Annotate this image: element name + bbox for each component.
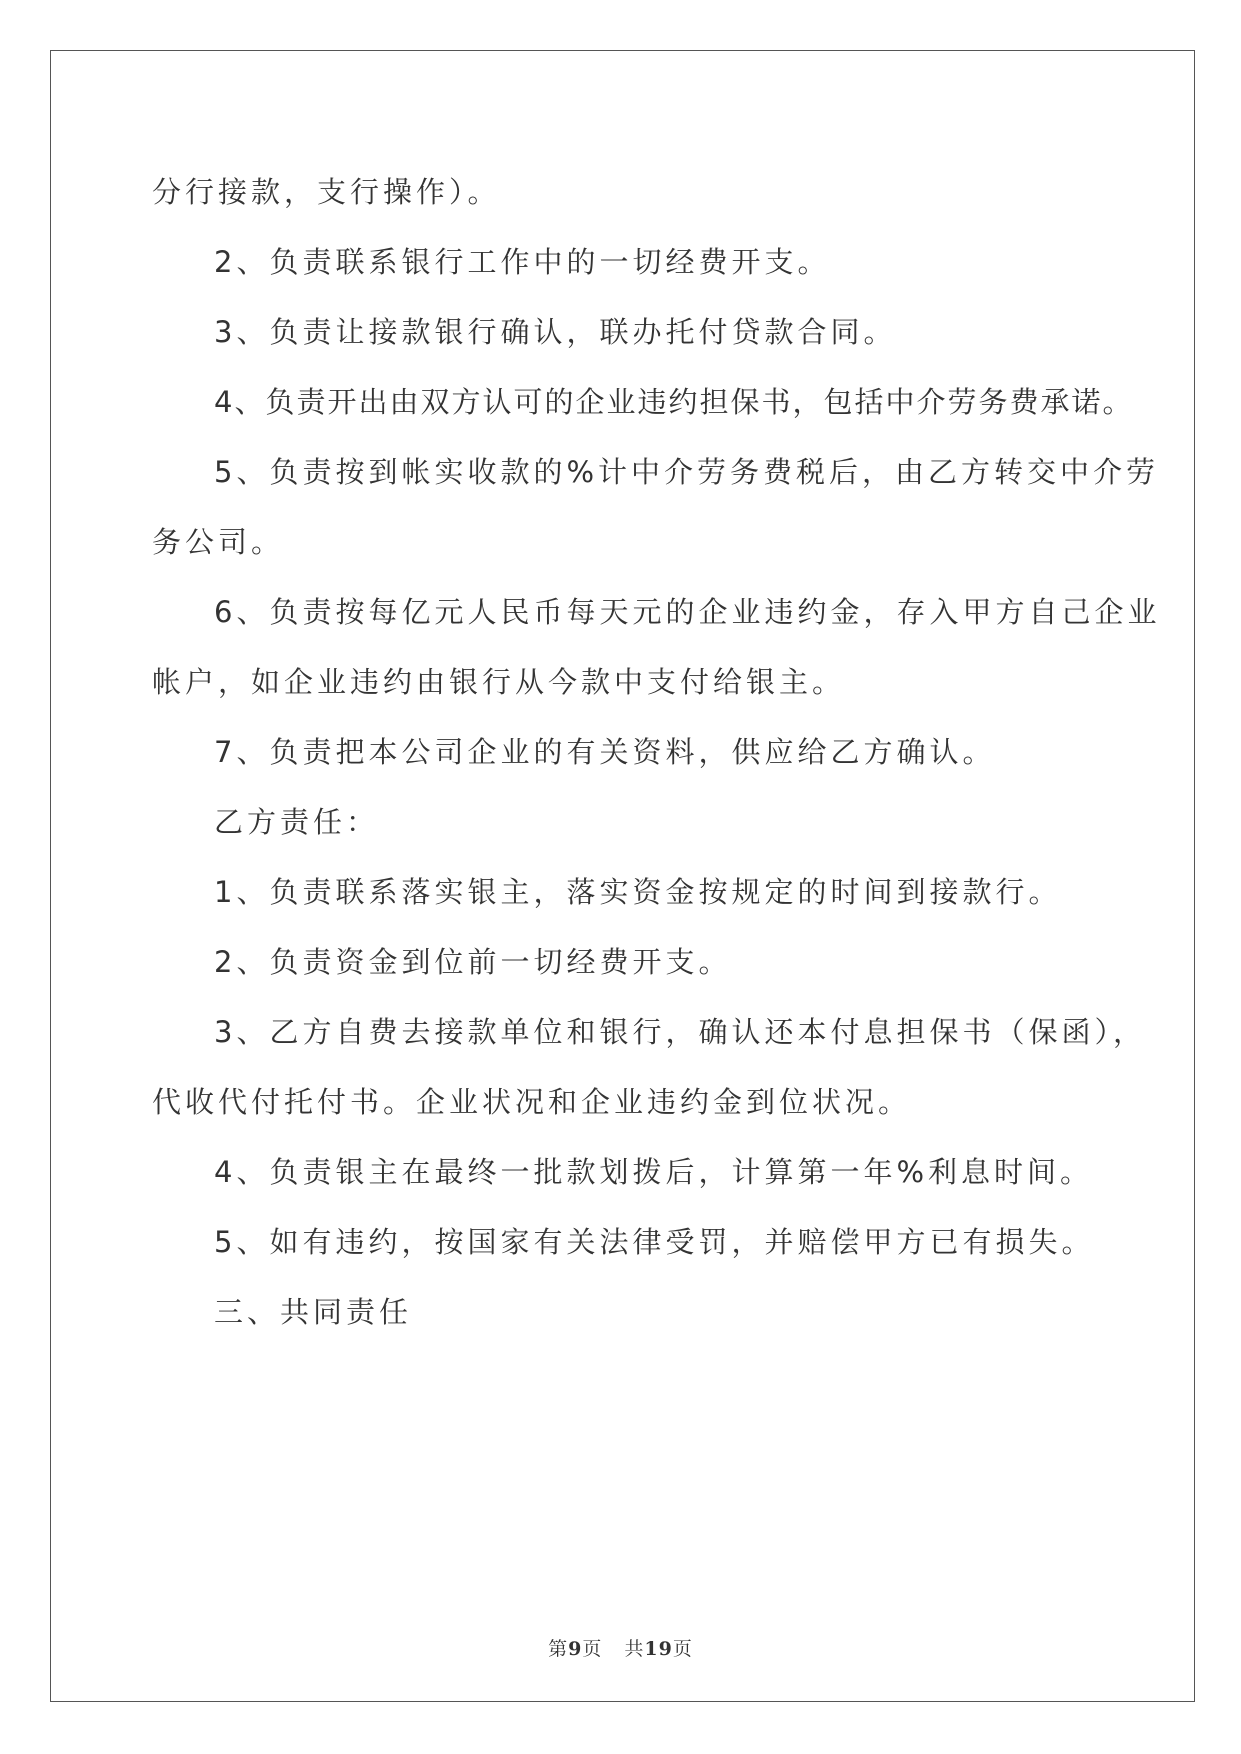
paragraph: 3、乙方自费去接款单位和银行，确认还本付息担保书（保函）， <box>214 1015 1146 1049</box>
footer-prefix: 第 <box>548 1638 569 1660</box>
paragraph: 2、负责联系银行工作中的一切经费开支。 <box>214 245 831 279</box>
document-body <box>152 157 1161 1347</box>
paragraph: 7、负责把本公司企业的有关资料，供应给乙方确认。 <box>214 735 996 769</box>
paragraph: 分行接款，支行操作）。 <box>152 175 501 209</box>
paragraph: 务公司。 <box>152 525 285 559</box>
paragraph: 2、负责资金到位前一切经费开支。 <box>214 945 732 979</box>
paragraph: 1、负责联系落实银主，落实资金按规定的时间到接款行。 <box>214 875 1062 909</box>
page-footer <box>0 1634 1241 1661</box>
paragraph: 5、负责按到帐实收款的%计中介劳务费税后，由乙方转交中介劳 <box>214 455 1160 489</box>
section-heading: 三、共同责任 <box>214 1295 413 1329</box>
footer-total-prefix: 共 <box>624 1638 645 1660</box>
paragraph: 帐户，如企业违约由银行从今款中支付给银主。 <box>152 665 846 699</box>
total-page-count: 19 <box>644 1638 673 1660</box>
footer-total-suffix: 页 <box>672 1638 693 1660</box>
paragraph: 4、负责银主在最终一批款划拨后，计算第一年%利息时间。 <box>214 1155 1094 1189</box>
footer-page-suffix: 页 <box>582 1638 603 1660</box>
paragraph: 4、负责开出由双方认可的企业违约担保书，包括中介劳务费承诺。 <box>214 385 1134 419</box>
paragraph: 3、负责让接款银行确认，联办托付贷款合同。 <box>214 315 897 349</box>
paragraph: 代收代付托付书。企业状况和企业违约金到位状况。 <box>152 1085 912 1119</box>
paragraph: 6、负责按每亿元人民币每天元的企业违约金，存入甲方自己企业 <box>214 595 1161 629</box>
paragraph: 5、如有违约，按国家有关法律受罚，并赔偿甲方已有损失。 <box>214 1225 1095 1259</box>
current-page-number: 9 <box>568 1638 583 1660</box>
section-heading: 乙方责任： <box>214 805 380 839</box>
